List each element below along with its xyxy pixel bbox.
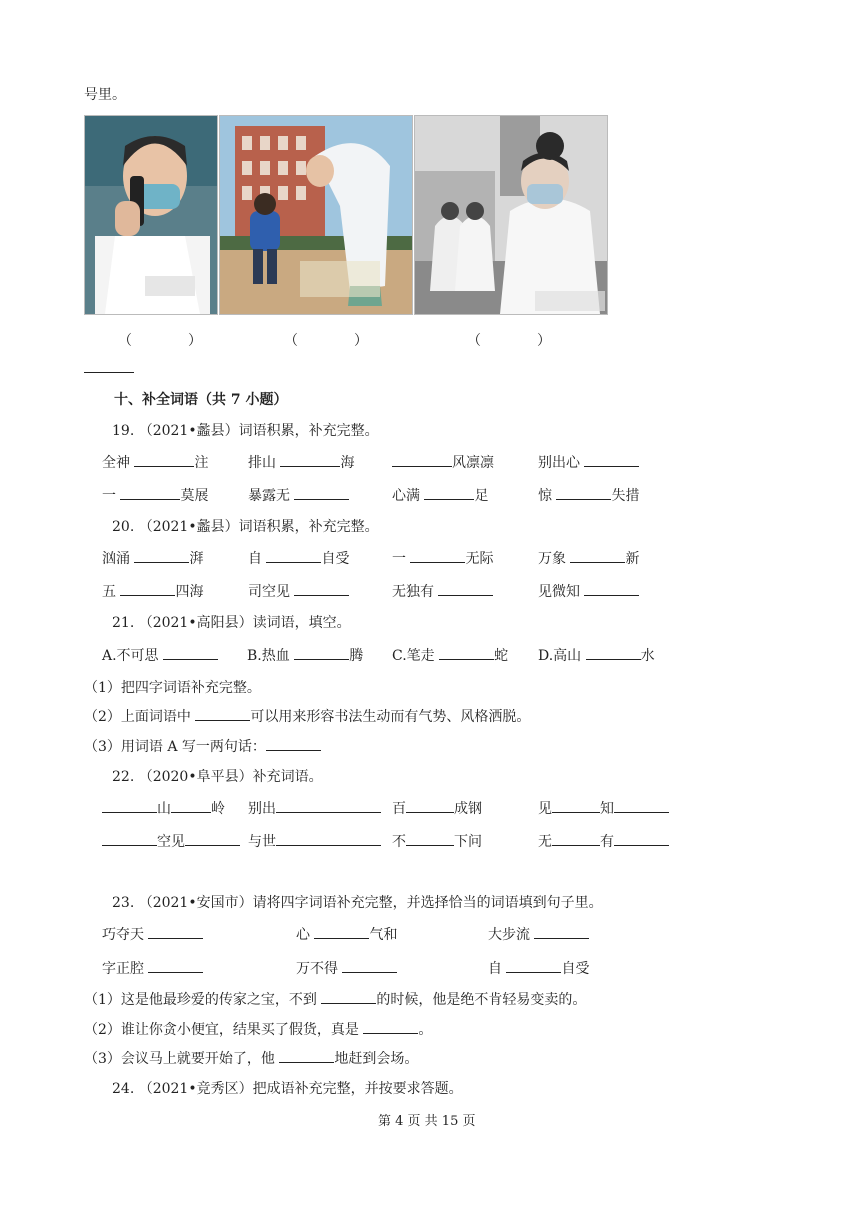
blank-field[interactable] — [570, 548, 625, 563]
q20-item-7: 无独有 — [392, 581, 493, 601]
blank-field[interactable] — [506, 958, 561, 973]
blank-field[interactable] — [321, 989, 376, 1004]
blank-field[interactable] — [614, 798, 669, 813]
q21-option-b: B.热血 腾 — [247, 645, 363, 665]
blank-field[interactable] — [185, 831, 240, 846]
q22-item-6: 与世 — [248, 831, 381, 851]
q19-item-3: 风凛凛 — [392, 452, 494, 472]
medical-workers-mourning-illustration — [414, 115, 608, 315]
doctor-walkie-talkie-illustration — [84, 115, 218, 315]
blank-field[interactable] — [614, 831, 669, 846]
q21-sub2: （2）上面词语中 可以用来形容书法生动而有气势、风格洒脱。 — [84, 706, 530, 726]
blank-field[interactable] — [552, 798, 600, 813]
blank-field[interactable] — [148, 924, 203, 939]
q20-item-4: 万象 新 — [538, 548, 639, 568]
blank-field[interactable] — [279, 1048, 334, 1063]
blank-field[interactable] — [342, 958, 397, 973]
blank-field[interactable] — [556, 485, 611, 500]
blank-field[interactable] — [392, 452, 452, 467]
q19-stem: 19. （2021•蠡县）词语积累，补充完整。 — [112, 423, 379, 439]
q19-item-7: 心满 足 — [392, 485, 488, 505]
q20-item-3: 一 无际 — [392, 548, 493, 568]
q22-item-2: 别出 — [248, 798, 381, 818]
image-caption-3: （ ） — [467, 333, 551, 349]
blank-field[interactable] — [294, 581, 349, 596]
blank-field[interactable] — [266, 548, 321, 563]
top-text: 号里。 — [84, 87, 126, 103]
child-bowing-to-nurse-illustration — [219, 115, 413, 315]
q23-item-2: 心 气和 — [296, 924, 397, 944]
section-title: 十、补全词语（共 7 小题） — [114, 392, 288, 408]
q19-item-2: 排山 海 — [248, 452, 354, 472]
blank-field[interactable] — [534, 924, 589, 939]
blank-field[interactable] — [586, 645, 641, 660]
blank-field[interactable] — [134, 452, 194, 467]
q22-stem: 22. （2020•阜平县）补充词语。 — [112, 769, 323, 785]
q23-stem: 23. （2021•安国市）请将四字词语补充完整，并选择恰当的词语填到句子里。 — [112, 895, 603, 911]
q23-sentence-2: （2）谁让你贪小便宜，结果买了假货，真是 。 — [84, 1019, 432, 1039]
blank-field[interactable] — [171, 798, 211, 813]
blank-field[interactable] — [280, 452, 340, 467]
blank-field[interactable] — [552, 831, 600, 846]
blank-field[interactable] — [584, 581, 639, 596]
q24-stem: 24. （2021•竞秀区）把成语补充完整，并按要求答题。 — [112, 1081, 463, 1097]
blank-field[interactable] — [438, 581, 493, 596]
q22-item-7: 不 下问 — [392, 831, 482, 851]
q23-sentence-1: （1）这是他最珍爱的传家之宝，不到 的时候，他是绝不肯轻易变卖的。 — [84, 989, 586, 1009]
q22-item-4: 见 知 — [538, 798, 669, 818]
q20-item-8: 见微知 — [538, 581, 639, 601]
q20-item-2: 自 自受 — [248, 548, 349, 568]
blank-field[interactable] — [276, 831, 381, 846]
q23-item-6: 自 自受 — [488, 958, 589, 978]
image-caption-2: （ ） — [284, 333, 368, 349]
q22-item-5: 空见 — [102, 831, 240, 851]
blank-field[interactable] — [314, 924, 369, 939]
q22-item-8: 无 有 — [538, 831, 669, 851]
divider — [84, 372, 134, 373]
q20-stem: 20. （2021•蠡县）词语积累，补充完整。 — [112, 519, 379, 535]
q23-item-1: 巧夺天 — [102, 924, 203, 944]
blank-field[interactable] — [134, 548, 189, 563]
q23-sentence-3: （3）会议马上就要开始了，他 地赶到会场。 — [84, 1048, 418, 1068]
q22-item-3: 百 成钢 — [392, 798, 482, 818]
q19-item-1: 全神 注 — [102, 452, 208, 472]
blank-field[interactable] — [120, 485, 180, 500]
blank-field[interactable] — [148, 958, 203, 973]
blank-field[interactable] — [439, 645, 494, 660]
q19-item-6: 暴露无 — [248, 485, 349, 505]
blank-field[interactable] — [276, 798, 381, 813]
blank-field[interactable] — [102, 831, 157, 846]
q21-option-a: A.不可思 — [102, 645, 218, 665]
q21-option-c: C.笔走 蛇 — [392, 645, 508, 665]
q20-item-6: 司空见 — [248, 581, 349, 601]
q22-item-1: 山 岭 — [102, 798, 225, 818]
blank-field[interactable] — [584, 452, 639, 467]
blank-field[interactable] — [410, 548, 465, 563]
q21-sub3: （3）用词语 A 写一两句话： — [84, 736, 321, 756]
q19-item-5: 一 莫展 — [102, 485, 208, 505]
blank-field[interactable] — [294, 645, 349, 660]
blank-field[interactable] — [195, 706, 250, 721]
q20-item-5: 五 四海 — [102, 581, 203, 601]
q20-item-1: 汹涌 湃 — [102, 548, 203, 568]
image-caption-1: （ ） — [118, 333, 202, 349]
blank-field[interactable] — [406, 798, 454, 813]
blank-field[interactable] — [406, 831, 454, 846]
blank-field[interactable] — [424, 485, 474, 500]
blank-field[interactable] — [294, 485, 349, 500]
q23-item-4: 字正腔 — [102, 958, 203, 978]
blank-field[interactable] — [120, 581, 175, 596]
q21-sub1: （1）把四字词语补充完整。 — [84, 680, 261, 696]
q19-item-4: 别出心 — [538, 452, 639, 472]
q23-item-3: 大步流 — [488, 924, 589, 944]
q19-item-8: 惊 失措 — [538, 485, 639, 505]
blank-field[interactable] — [163, 645, 218, 660]
page-footer: 第 4 页 共 15 页 — [378, 1114, 476, 1129]
q21-option-d: D.高山 水 — [538, 645, 655, 665]
q23-item-5: 万不得 — [296, 958, 397, 978]
blank-field[interactable] — [102, 798, 157, 813]
blank-field[interactable] — [363, 1019, 418, 1034]
blank-field[interactable] — [266, 736, 321, 751]
q21-stem: 21. （2021•高阳县）读词语，填空。 — [112, 615, 351, 631]
